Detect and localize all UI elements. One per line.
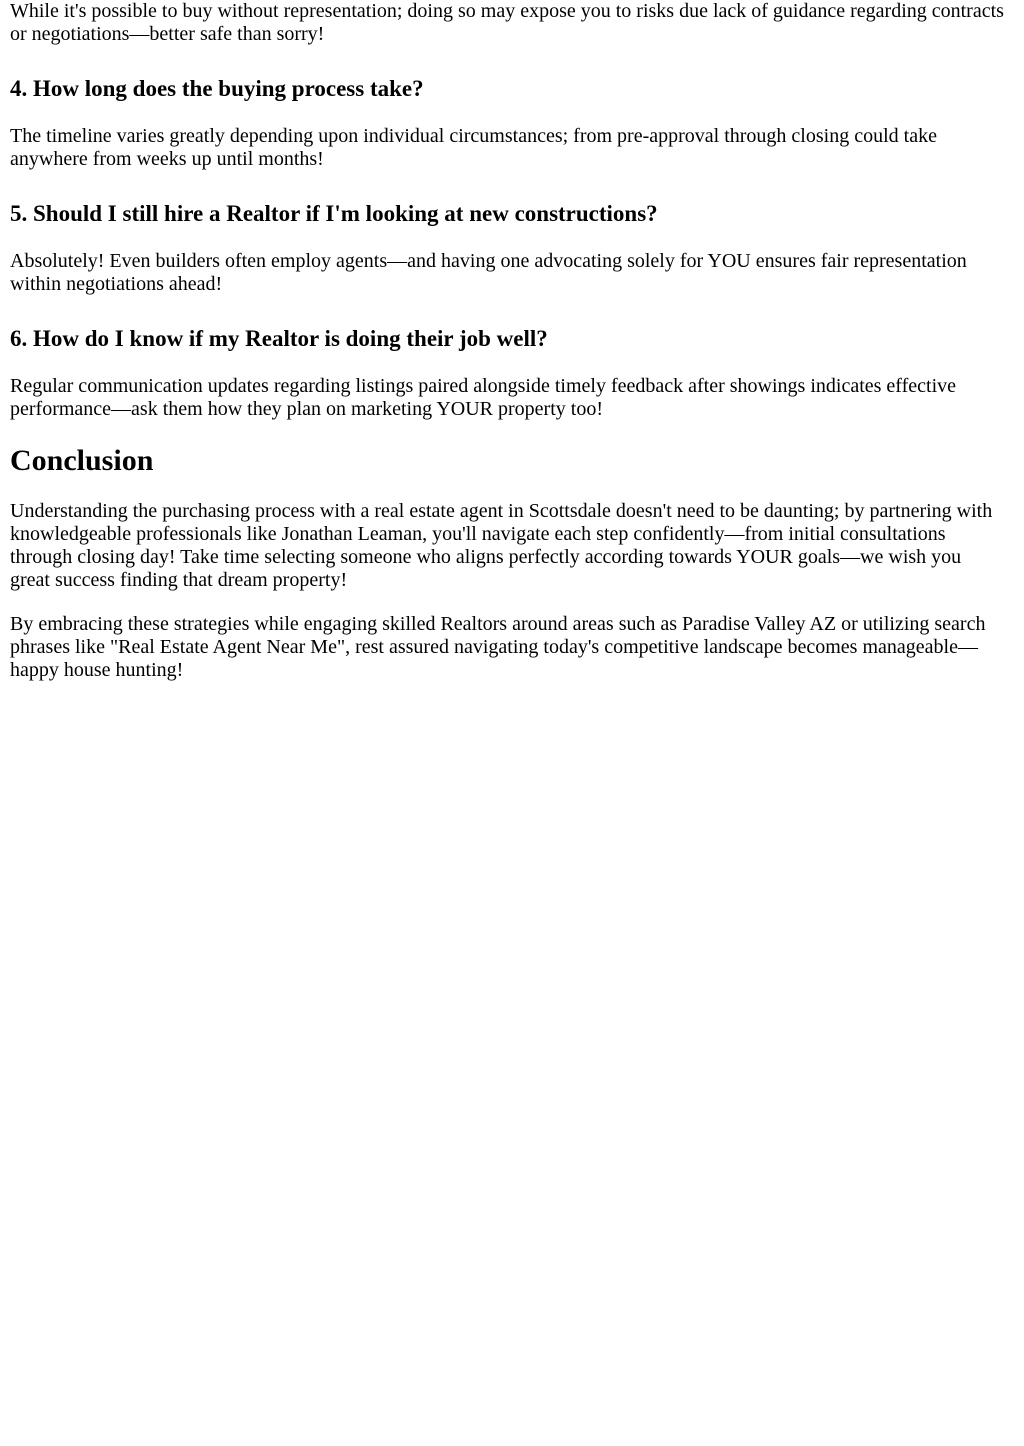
faq-question-4: 4. How long does the buying process take? [10,76,424,101]
conclusion-paragraph-2: By embracing these strategies while engaging skilled Realtors around areas such as Paradise Valley AZ or utilizing search phrases like "Real Estate Agent Near Me", rest assured navigating today's competitive landscape becomes manageable—happy house hunting! [10,613,986,681]
faq-answer-6: Regular communication updates regarding listings paired alongside timely feedback after showings indicates effective performance—ask them how they plan on marketing YOUR property too! [10,375,956,420]
conclusion-paragraph-1: Understanding the purchasing process with a real estate agent in Scottsdale doesn't need to be daunting; by partnering with knowledgeable professionals like Jonathan Leaman, you'll navigate each step confidently—from initial consultations through closing day! Take time selecting someone who aligns perfectly according towards YOUR goals—we wish you great success finding that dream property! [10,500,993,591]
faq-answer-5: Absolutely! Even builders often employ agents—and having one advocating solely for YOU ensures fair representation within negotiations ahead! [10,250,967,295]
faq-answer-4: The timeline varies greatly depending upon individual circumstances; from pre-approval through closing could take anywhere from weeks up until months! [10,125,937,170]
conclusion-heading: Conclusion [10,444,154,477]
faq-question-5: 5. Should I still hire a Realtor if I'm looking at new constructions? [10,201,658,226]
intro-paragraph: While it's possible to buy without representation; doing so may expose you to risks due lack of guidance regarding contracts or negotiations—better safe than sorry! [10,0,1004,45]
article-body [0,0,1016,682]
faq-question-6: 6. How do I know if my Realtor is doing their job well? [10,326,548,351]
